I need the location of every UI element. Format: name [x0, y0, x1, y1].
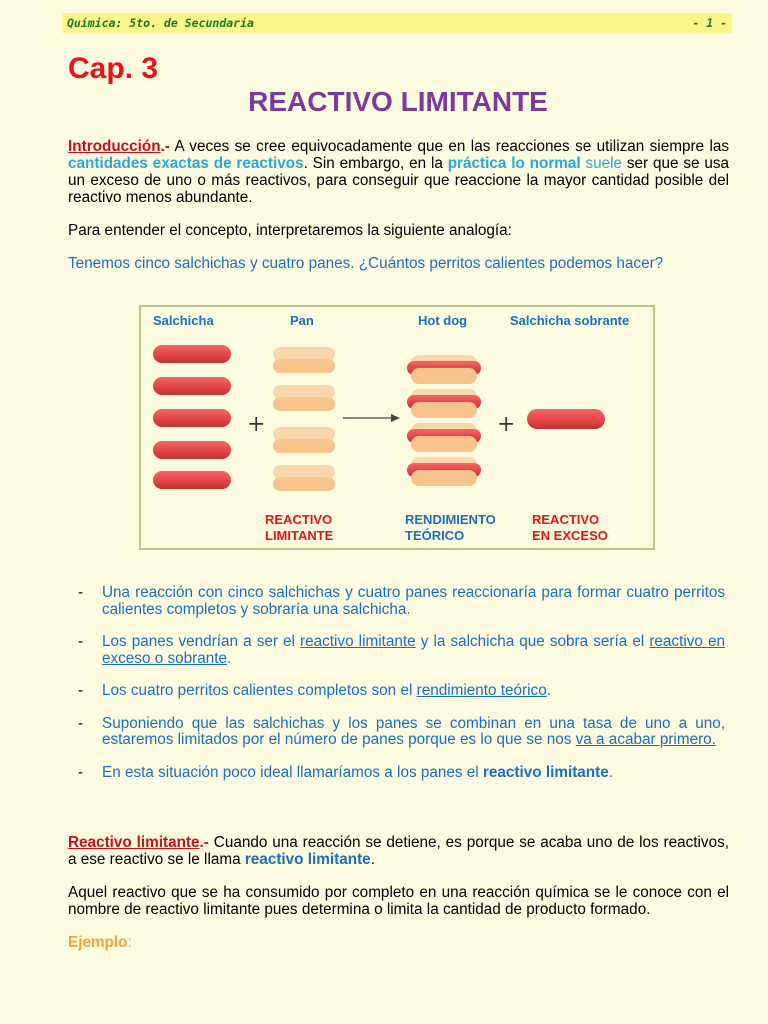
sausage-icon [153, 377, 231, 395]
header-subject: Química: 5to. de Secundaria [67, 16, 254, 30]
sausage-icon [153, 345, 231, 363]
bun-icon [273, 385, 335, 411]
bun-icon [273, 465, 335, 491]
highlight-practica: práctica lo normal [447, 155, 581, 172]
sausage-icon [153, 409, 231, 427]
hotdog-icon [407, 389, 481, 418]
link-reactivo-exceso: reactivo en exceso o sobrante [102, 633, 725, 667]
intro-label: Introducción [68, 138, 161, 155]
link-reactivo-limitante: reactivo limitante [300, 633, 416, 650]
sausage-icon [153, 441, 231, 459]
list-item: - Los cuatro perritos calientes completos son el rendimiento teórico. [78, 682, 551, 699]
diagram-illustration [141, 335, 653, 525]
caption-reactivo-exceso: REACTIVO EN EXCESO [532, 512, 608, 543]
hotdog-icon [407, 355, 481, 384]
plus-sign-1: + [247, 412, 266, 437]
sausage-icon [153, 471, 231, 489]
highlight-cantidades: cantidades exactas de reactivos [68, 155, 304, 172]
example-heading: Ejemplo: [68, 934, 132, 951]
bun-icon [273, 427, 335, 453]
bullet-list [68, 585, 725, 797]
page-number: - 1 - [692, 16, 727, 30]
plus-sign-2: + [497, 412, 516, 437]
definition-paragraph: Reactivo limitante.- Cuando una reacción se detiene, es porque se acaba uno de los reactivos, a ese reactivo se le llama reactivo limitante. [68, 834, 729, 868]
page-header [62, 13, 732, 33]
label-salchicha-sobrante: Salchicha sobrante [510, 313, 630, 328]
list-item: - Suponiendo que las salchichas y los panes se combinan en una tasa de uno a uno, estaremos limitados por el número de panes porque es lo que se nos va a acabar primero. [78, 714, 725, 748]
chapter-label: Cap. 3 [68, 52, 159, 85]
reaction-arrow [343, 414, 400, 422]
page-title: REACTIVO LIMITANTE [248, 86, 548, 117]
hotdog-analogy-diagram [139, 305, 655, 550]
sausage-column [153, 345, 231, 489]
hotdog-icon [407, 423, 481, 452]
caption-reactivo-limitante: REACTIVO LIMITANTE [265, 512, 334, 543]
leftover-sausage-icon [527, 409, 605, 429]
link-va-a-acabar: va a acabar primero. [575, 731, 716, 748]
bun-column [273, 347, 335, 491]
label-salchicha: Salchicha [153, 313, 214, 328]
caption-rendimiento-teorico: RENDIMIENTO TEÓRICO [405, 512, 496, 543]
concept-paragraph: Para entender el concepto, interpretaremos la siguiente analogía: [68, 222, 512, 239]
label-pan: Pan [290, 313, 314, 328]
definition-label: Reactivo limitante [68, 834, 200, 851]
intro-paragraph: Introducción.- A veces se cree equivocadamente que en las reacciones se utilizan siempre las cantidades exactas de reactivos. Sin embargo, en la práctica lo normal suele ser que se usa un exceso de uno o más reactivos, para conseguir que reaccione la mayor cantidad posible del reactivo menos abundante. [68, 138, 730, 206]
hotdog-icon [407, 457, 481, 486]
list-item: - En esta situación poco ideal llamaríamos a los panes el reactivo limitante. [78, 763, 614, 781]
bun-icon [273, 347, 335, 373]
label-hotdog: Hot dog [418, 313, 468, 328]
list-item: - Los panes vendrían a ser el reactivo limitante y la salchicha que sobra sería el reactivo en exceso o sobrante. [78, 633, 725, 667]
aquel-paragraph: Aquel reactivo que se ha consumido por completo en una reacción química se le conoce con el nombre de reactivo limitante pues determina o limita la cantidad de producto formado. [68, 884, 729, 918]
hotdog-column [407, 355, 481, 486]
list-item: - Una reacción con cinco salchichas y cuatro panes reaccionaría para formar cuatro perritos calientes completos y sobraría una salchicha. [78, 584, 725, 618]
question-paragraph: Tenemos cinco salchichas y cuatro panes. ¿Cuántos perritos calientes podemos hacer? [68, 255, 664, 272]
link-rendimiento-teorico: rendimiento teórico [416, 682, 547, 699]
